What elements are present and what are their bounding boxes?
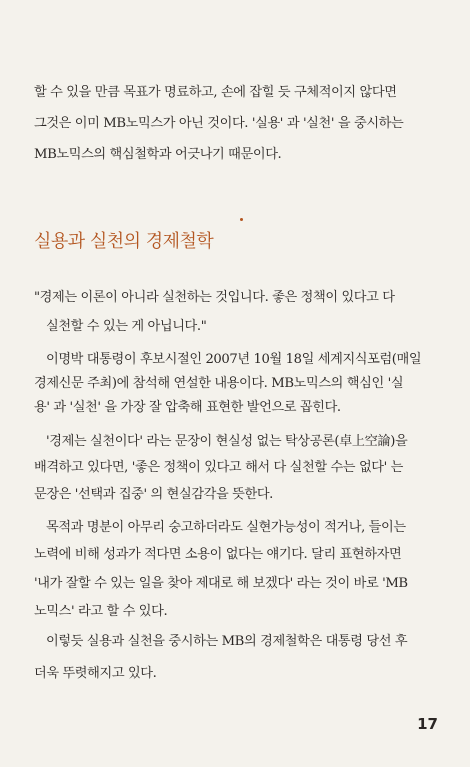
quote-line-2: 실천할 수 있는 게 아닙니다." <box>46 319 207 334</box>
paragraph-line: 배격하고 있다면, '좋은 정책이 있다고 해서 다 실천할 수는 없다' 는 <box>34 460 403 475</box>
paragraph-line: '경제는 실천이다' 라는 문장이 현실성 없는 탁상공론(卓上空論)을 <box>46 434 408 449</box>
ornament-dot <box>240 218 243 221</box>
paragraph-line: 이렇듯 실용과 실천을 중시하는 MB의 경제철학은 대통령 당선 후 <box>46 634 408 649</box>
paragraph-line: 경제신문 주최)에 참석해 연설한 내용이다. MB노믹스의 핵심인 '실 <box>34 376 404 391</box>
paragraph-line: 목적과 명분이 아무리 숭고하더라도 실현가능성이 적거나, 들이는 <box>46 520 406 535</box>
intro-line-1: 할 수 있을 만큼 목표가 명료하고, 손에 잡힐 듯 구체적이지 않다면 <box>34 85 397 100</box>
intro-line-2: 그것은 이미 MB노믹스가 아닌 것이다. '실용' 과 '실천' 을 중시하는 <box>34 116 404 131</box>
paragraph-line: '내가 잘할 수 있는 일을 찾아 제대로 해 보겠다' 라는 것이 바로 'MB <box>34 576 408 591</box>
quote-line-1: "경제는 이론이 아니라 실천하는 것입니다. 좋은 정책이 있다고 다 <box>34 290 395 305</box>
paragraph-line: 더욱 뚜렷해지고 있다. <box>34 666 157 681</box>
page-number: 17 <box>417 715 438 733</box>
section-heading: 실용과 실천의 경제철학 <box>34 231 214 252</box>
paragraph-line: 노력에 비해 성과가 적다면 소용이 없다는 얘기다. 달리 표현하자면 <box>34 547 402 562</box>
paragraph-line: 용' 과 '실천' 을 가장 잘 압축해 표현한 발언으로 꼽힌다. <box>34 400 341 415</box>
intro-line-3: MB노믹스의 핵심철학과 어긋나기 때문이다. <box>34 147 282 162</box>
paragraph-line: 이명박 대통령이 후보시절인 2007년 10월 18일 세계지식포럼(매일 <box>46 352 422 367</box>
paragraph-line: 문장은 '선택과 집중' 의 현실감각을 뜻한다. <box>34 487 273 502</box>
paragraph-line: 노믹스' 라고 할 수 있다. <box>34 604 168 619</box>
